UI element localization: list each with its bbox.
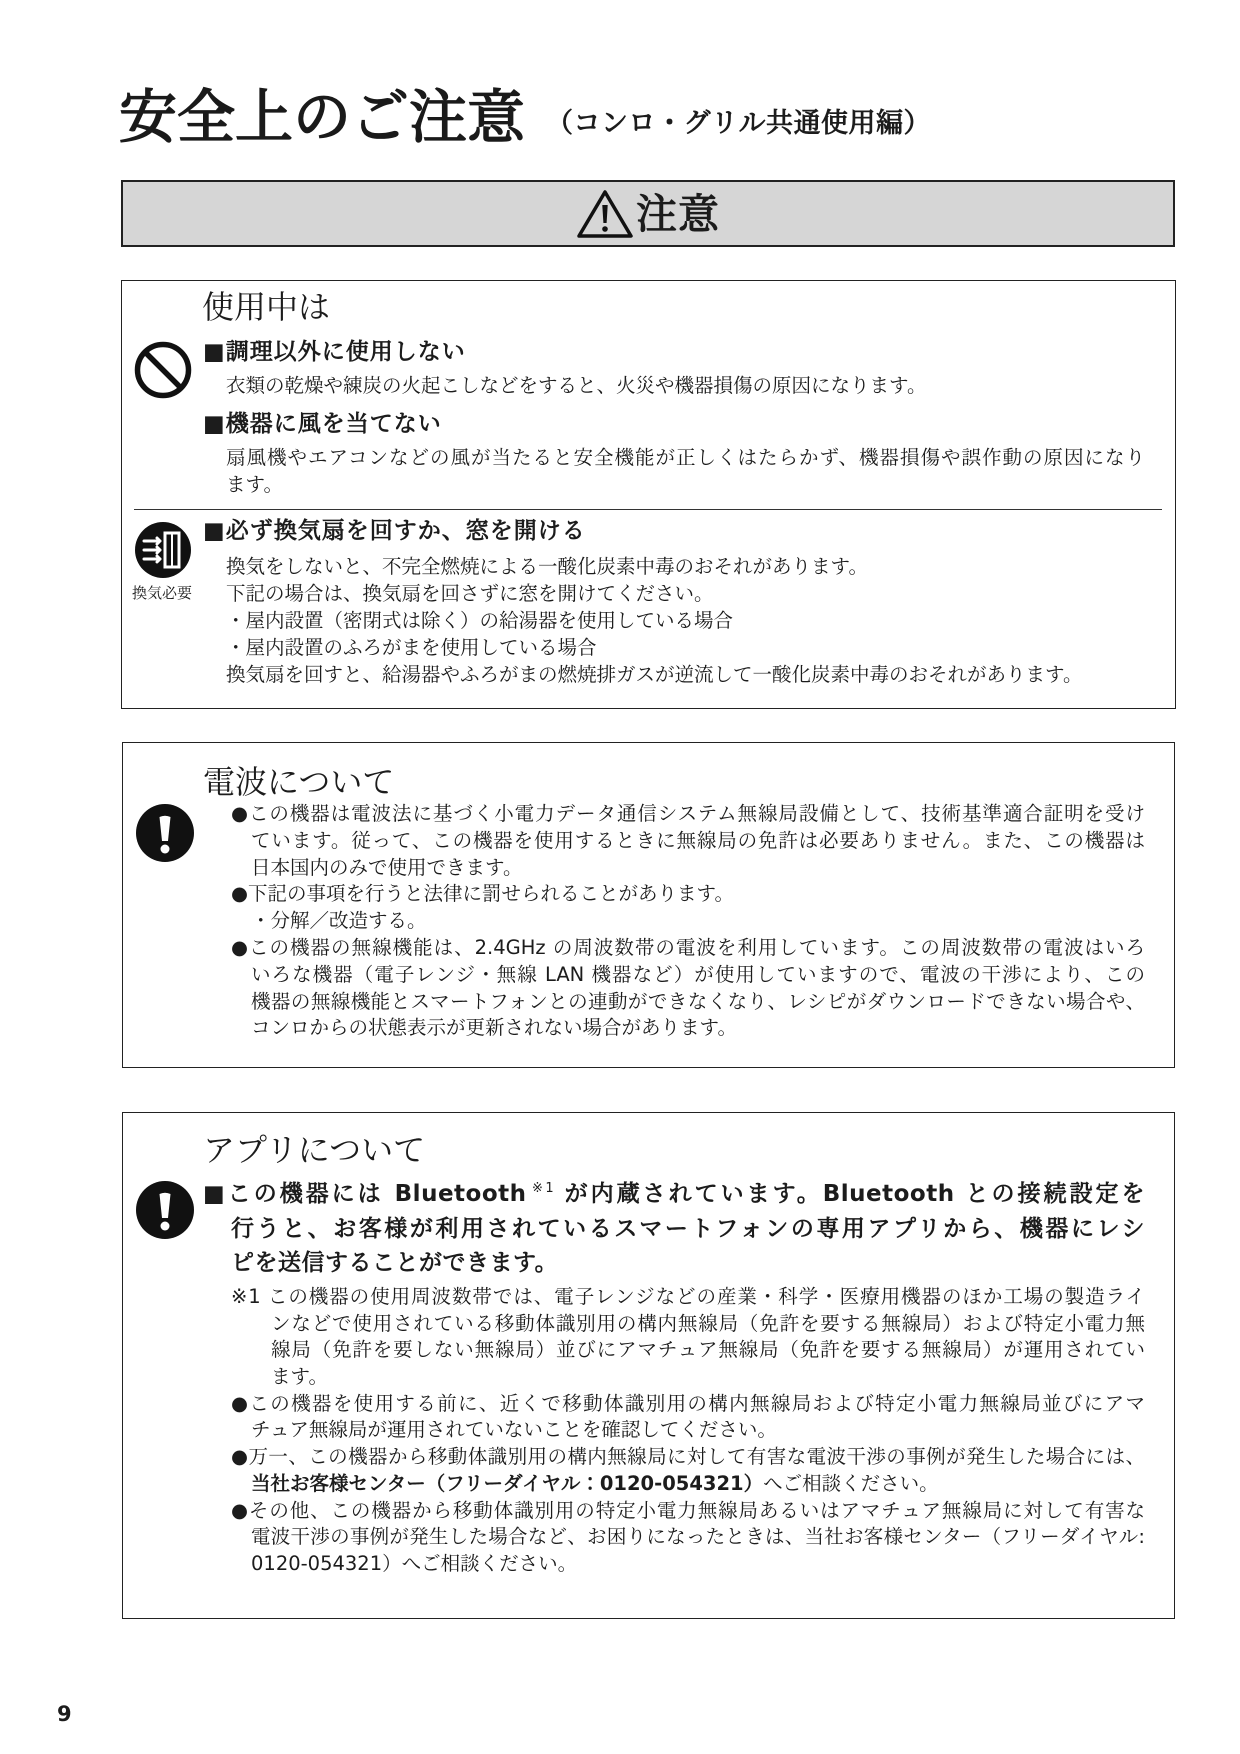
bullet-line: ●下記の事項を行うと法律に罰せられることがあります。 xyxy=(231,882,734,906)
text-line: 扇風機やエアコンなどの風が当たると安全機能が正しくはたらかず、機器損傷や誤作動の原因になり xyxy=(226,446,1145,469)
lead-line xyxy=(203,1177,1145,1212)
section-heading: 電波について xyxy=(203,763,395,801)
in-use-section xyxy=(121,280,1176,709)
ventilation-title: ■必ず換気扇を回すか、窓を開ける xyxy=(203,518,586,544)
bullet-line: 機器の無線機能とスマートフォンとの連動ができなくなり、レシピがダウンロードできない場合や、 xyxy=(251,989,1145,1013)
bullet-line-part: へご相談ください。 xyxy=(763,1471,939,1495)
app-notes xyxy=(123,1284,1145,1578)
text-line: 下記の場合は、換気扇を回さずに窓を開けてください。 xyxy=(226,582,714,605)
text-line: ます。 xyxy=(226,473,283,496)
customer-center-contact: 当社お客様センター（フリーダイヤル：0120-054321） xyxy=(251,1471,764,1495)
bullet-line: ●その他、この機器から移動体識別用の特定小電力無線局あるいはアマチュア無線局に対して有害な xyxy=(231,1498,1145,1522)
warning-item-title: ■調理以外に使用しない xyxy=(203,339,466,365)
footnote-line: ンなどで使用されている移動体識別用の構内無線局（免許を要する無線局）および特定小電力無 xyxy=(271,1311,1145,1335)
caution-label: 注意 xyxy=(636,189,720,238)
warning-item-title: ■機器に風を当てない xyxy=(203,411,442,437)
lead-line: ピを送信することができます。 xyxy=(231,1250,559,1276)
text-line: ・屋内設置（密閉式は除く）の給湯器を使用している場合 xyxy=(226,609,734,632)
radio-bullet-list xyxy=(123,801,1145,1042)
bullet-line: ●この機器の無線機能は、2.4GHz の周波数帯の電波を利用しています。この周波数帯の電波はいろ xyxy=(231,935,1145,959)
page-title: 安全上のご注意 xyxy=(119,83,526,151)
bullet-line: ています。従って、この機器を使用するときに無線局の免許は必要ありません。また、この機器は xyxy=(251,828,1145,852)
bullet-line: いろな機器（電子レンジ・無線 LAN 機器など）が使用していますので、電波の干渉により、この xyxy=(251,962,1145,986)
app-section xyxy=(122,1112,1175,1619)
page-subtitle: （コンロ・グリル共通使用編） xyxy=(546,108,931,139)
bullet-line: 日本国内のみで使用できます。 xyxy=(251,855,523,879)
bullet-line: チュア無線局が運用されていないことを確認してください。 xyxy=(251,1418,777,1442)
warning-item-text xyxy=(122,372,926,399)
section-heading: アプリについて xyxy=(203,1131,426,1169)
divider xyxy=(134,509,1162,510)
section-heading: 使用中は xyxy=(202,288,331,326)
caution-banner xyxy=(121,180,1175,247)
text-line: ・屋内設置のふろがまを使用している場合 xyxy=(226,636,597,659)
ventilation-icon-label: 換気必要 xyxy=(131,584,192,602)
lead-line-part: ■この機器には Bluetooth xyxy=(203,1181,527,1207)
bullet-line: 電波干渉の事例が発生した場合など、お困りになったときは、当社お客様センター（フリーダイヤル: xyxy=(251,1525,1145,1549)
footnote-line: ます。 xyxy=(271,1365,328,1389)
warning-item-text xyxy=(122,444,1145,498)
bullet-line: ●この機器を使用する前に、近くで移動体識別用の構内無線局および特定小電力無線局並びにアマ xyxy=(231,1391,1145,1415)
lead-line-part: が内蔵されています。Bluetooth との接続設定を xyxy=(553,1181,1146,1207)
app-lead-text xyxy=(123,1177,1145,1281)
footnote-marker: ※1 xyxy=(529,1181,554,1196)
bullet-line: ・分解／改造する。 xyxy=(251,909,427,933)
bullet-line: ●万一、この機器から移動体識別用の構内無線局に対して有害な電波干渉の事例が発生した場合には、 xyxy=(231,1445,1145,1469)
footnote-line: ※1 この機器の使用周波数帯では、電子レンジなどの産業・科学・医療用機器のほか工場の製造ライ xyxy=(231,1285,1145,1308)
bullet-line: ●この機器は電波法に基づく小電力データ通信システム無線局設備として、技術基準適合証明を受け xyxy=(231,802,1145,825)
warning-triangle-icon xyxy=(576,189,634,239)
bullet-line xyxy=(251,1471,1145,1498)
text-line: 換気をしないと、不完全燃焼による一酸化炭素中毒のおそれがあります。 xyxy=(226,555,868,578)
lead-line: 行うと、お客様が利用されているスマートフォンの専用アプリから、機器にレシ xyxy=(231,1215,1145,1242)
bullet-line: コンロからの状態表示が更新されない場合があります。 xyxy=(251,1016,737,1040)
ventilation-text xyxy=(122,553,1082,688)
radio-section xyxy=(122,742,1175,1068)
page-number: 9 xyxy=(57,1702,72,1726)
text-line: 衣類の乾燥や練炭の火起こしなどをすると、火災や機器損傷の原因になります。 xyxy=(226,374,927,397)
footnote-line: 線局（免許を要しない無線局）並びにアマチュア無線局（免許を要する無線局）が運用されてい xyxy=(271,1338,1145,1362)
bullet-line: 0120-054321）へご相談ください。 xyxy=(251,1551,578,1575)
text-line: 換気扇を回すと、給湯器やふろがまの燃焼排ガスが逆流して一酸化炭素中毒のおそれがあります。 xyxy=(226,663,1083,686)
